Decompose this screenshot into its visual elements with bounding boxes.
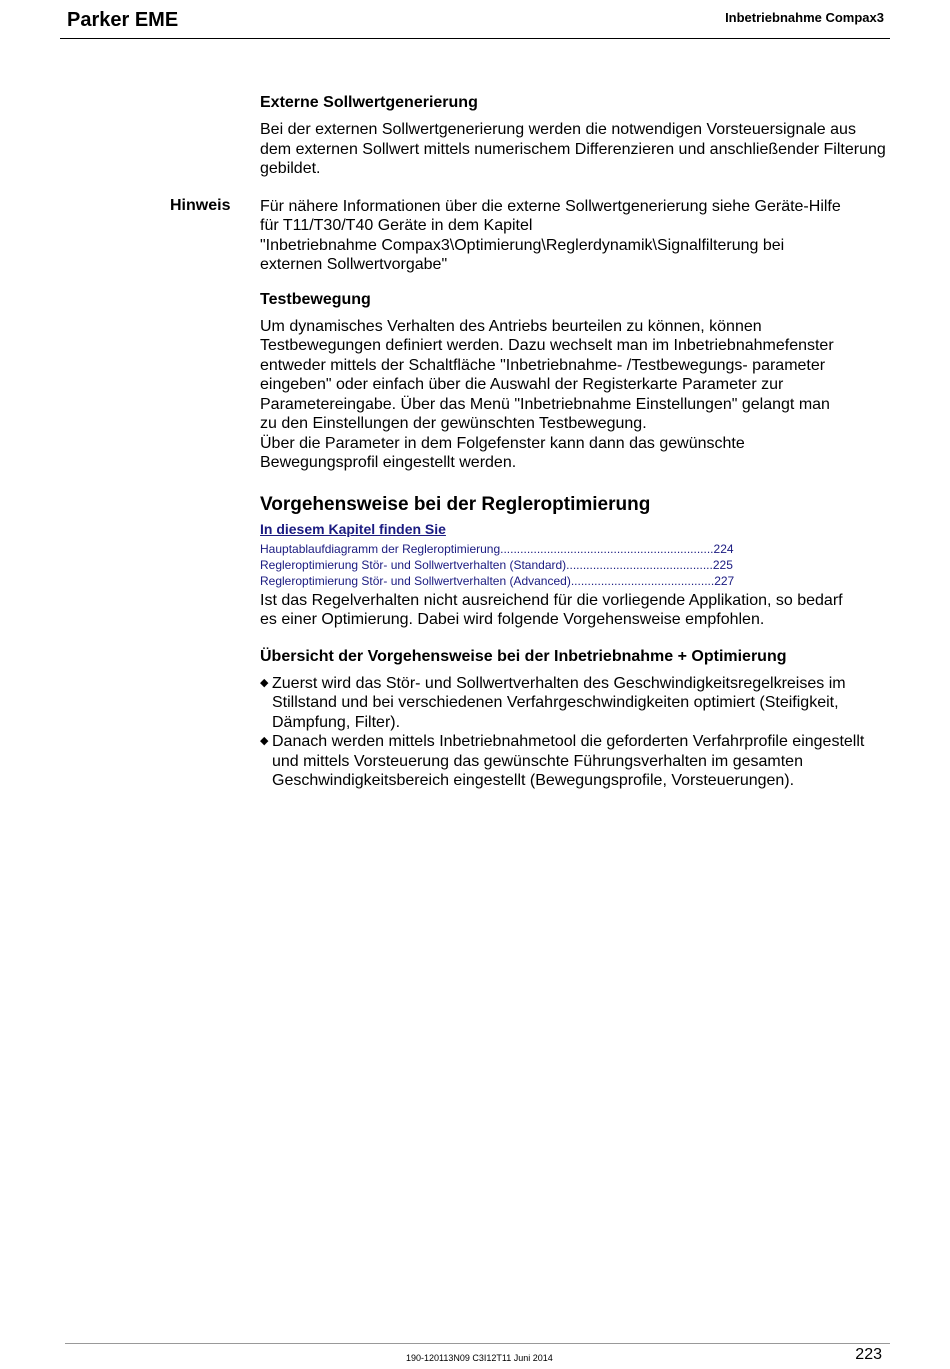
toc-entry[interactable] xyxy=(260,573,890,589)
overview-heading: Übersicht der Vorgehensweise bei der Inbetriebnahme + Optimierung xyxy=(260,647,787,665)
diamond-bullet-icon: ◆ xyxy=(260,735,269,747)
list-item-text: Danach werden mittels Inbetriebnahmetool die geforderten Verfahrprofile eingestellt und mittels Vorsteuerung das gewünschte Führungsverhalten im gesamten Geschwindigkeitsbereich eingestellt (Bewegungsprofile, Vorsteuerungen). xyxy=(272,733,865,789)
overview-section xyxy=(260,646,890,791)
chapter-heading: Vorgehensweise bei der Regleroptimierung xyxy=(260,493,651,515)
test-motion-line: entweder mittels der Schaltfläche "Inbetriebnahme- /Testbewegungs- parameter xyxy=(260,356,826,374)
hint-line: "Inbetriebnahme Compax3\Optimierung\Reglerdynamik\Signalfilterung bei xyxy=(260,236,785,254)
test-motion-line: Um dynamisches Verhalten des Antriebs beurteilen zu können, können xyxy=(260,317,762,335)
test-motion-line: Testbewegungen definiert werden. Dazu wechselt man im Inbetriebnahmefenster xyxy=(260,337,834,354)
list-item-text: Zuerst wird das Stör- und Sollwertverhalten des Geschwindigkeitsregelkreises im Stillstand und bei verschiedenen Verfahrgeschwindigkeiten optimiert (Steifigkeit, Dämpfung, Filter). xyxy=(272,674,846,731)
toc-entry-page: 224 xyxy=(713,541,734,556)
toc-entry-title: Hauptablaufdiagramm der Regleroptimierung xyxy=(260,541,501,556)
hint-line: externen Sollwertvorgabe" xyxy=(260,256,448,273)
footer-divider xyxy=(65,1343,890,1344)
test-motion-line: Über die Parameter in dem Folgefenster kann dann das gewünschte xyxy=(260,434,745,452)
test-motion-line: eingeben" oder einfach über die Auswahl der Registerkarte Parameter zur xyxy=(260,376,784,393)
test-motion-line: zu den Einstellungen der gewünschten Testbewegung. xyxy=(260,415,647,432)
toc-entry[interactable] xyxy=(260,557,890,573)
test-motion-heading: Testbewegung xyxy=(260,290,371,308)
toc-entry-leader: ................................................................ xyxy=(500,541,714,556)
list-item xyxy=(260,732,890,791)
list-item xyxy=(260,674,890,733)
external-setpoint-heading: Externe Sollwertgenerierung xyxy=(260,94,478,111)
toc-entry-leader: ........................................... xyxy=(570,573,715,588)
toc-entry-title: Regleroptimierung Stör- und Sollwertverhalten (Advanced) xyxy=(260,573,571,588)
external-setpoint-section xyxy=(260,92,890,179)
toc-entry-page: 225 xyxy=(712,557,733,572)
external-setpoint-text: Bei der externen Sollwertgenerierung werden die notwendigen Vorsteuersignale aus dem externen Sollwert mittels numerischem Differenzieren und anschließender Filterung gebildet. xyxy=(260,121,886,177)
optimization-line: Ist das Regelverhalten nicht ausreichend für die vorliegende Applikation, so bedarf xyxy=(260,591,843,609)
optimization-line: es einer Optimierung. Dabei wird folgende Vorgehensweise empfohlen. xyxy=(260,611,765,628)
toc-entry-title: Regleroptimierung Stör- und Sollwertverhalten (Standard) xyxy=(260,557,567,572)
footer-doc-id: 190-120113N09 C3I12T11 Juni 2014 xyxy=(406,1353,553,1363)
toc-entry[interactable] xyxy=(260,541,890,557)
toc-heading-link[interactable]: In diesem Kapitel finden Sie xyxy=(260,520,446,537)
test-motion-line: Bewegungsprofil eingestellt werden. xyxy=(260,454,517,471)
header-divider xyxy=(60,38,890,39)
header-chapter: Inbetriebnahme Compax3 xyxy=(725,10,884,25)
test-motion-section xyxy=(260,289,890,473)
hint-line: für T11/T30/T40 Geräte in dem Kapitel xyxy=(260,217,533,234)
toc-entry-leader: ............................................ xyxy=(566,557,713,572)
hint-label: Hinweis xyxy=(170,196,231,214)
page-number: 223 xyxy=(855,1346,882,1363)
chapter-section xyxy=(260,493,890,630)
diamond-bullet-icon: ◆ xyxy=(260,676,269,689)
header-brand: Parker EME xyxy=(67,9,179,31)
hint-line: Für nähere Informationen über die externe Sollwertgenerierung siehe Geräte-Hilfe xyxy=(260,197,841,215)
toc-entry-page: 227 xyxy=(714,573,735,588)
page-content xyxy=(170,92,890,791)
hint-section xyxy=(170,196,890,275)
overview-list xyxy=(260,674,890,791)
test-motion-line: Parametereingabe. Über das Menü "Inbetriebnahme Einstellungen" gelangt man xyxy=(260,395,830,413)
